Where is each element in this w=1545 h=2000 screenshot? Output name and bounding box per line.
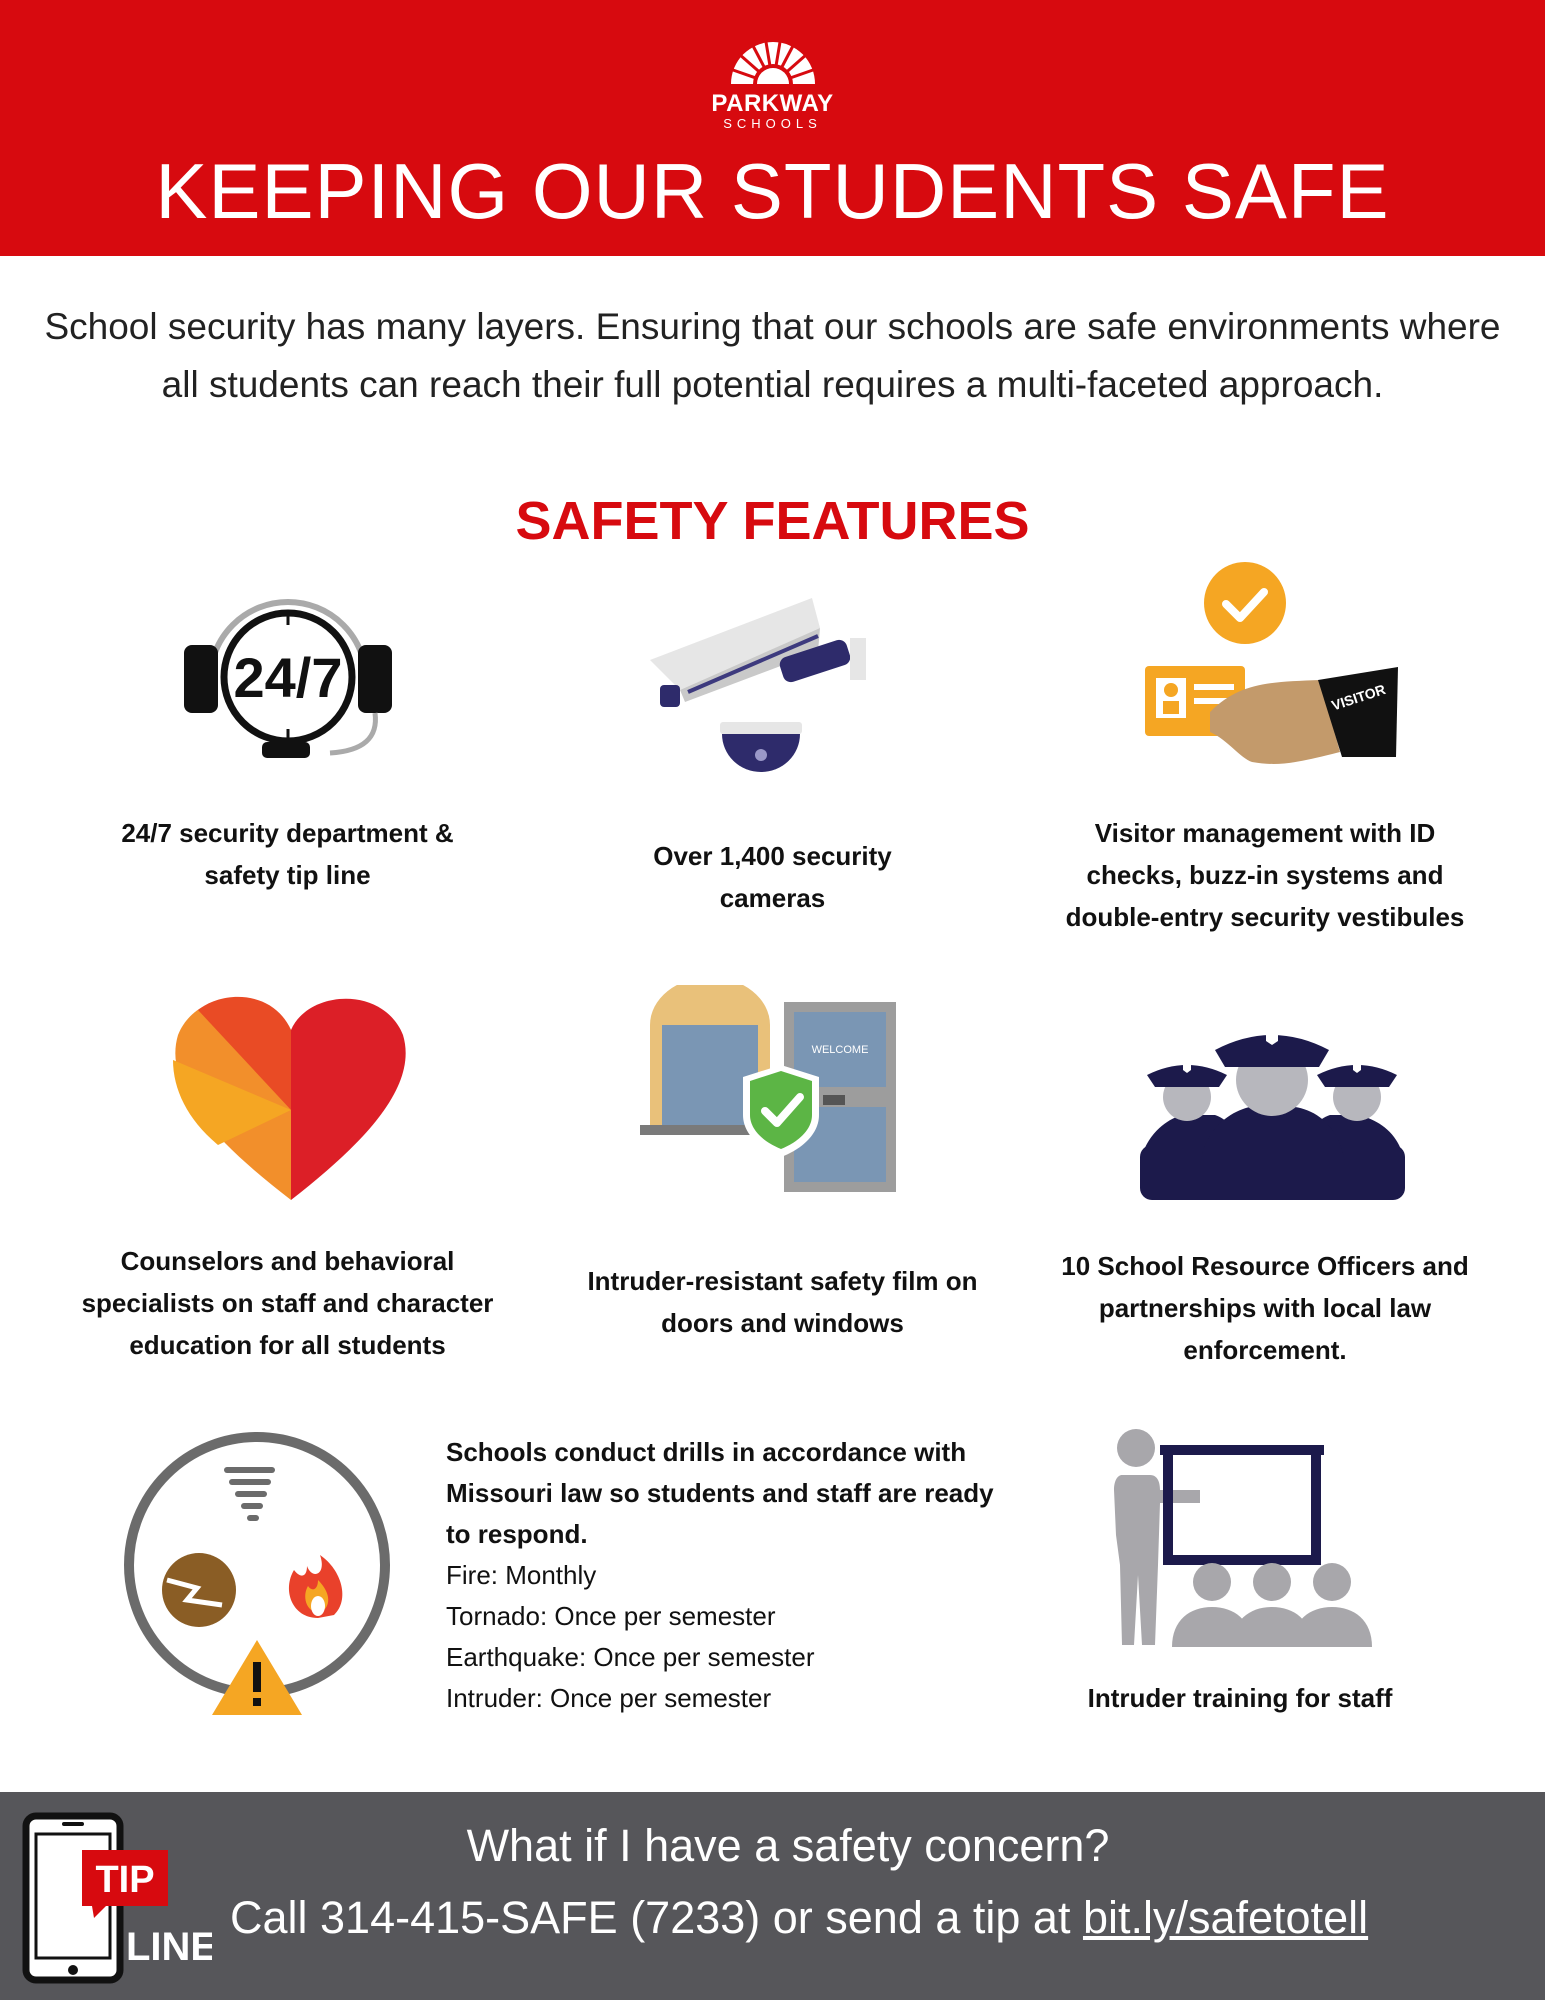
footer-question: What if I have a safety concern? — [466, 1820, 1110, 1871]
drills-icon — [122, 1430, 392, 1725]
feature-caption-safety-film: Intruder-resistant safety film on doors and windows — [587, 1266, 978, 1338]
tip-text: TIP — [95, 1859, 155, 1901]
feature-caption-training: Intruder training for staff — [1087, 1683, 1393, 1713]
headset-24-7-icon — [180, 585, 395, 770]
drills-block — [446, 1432, 1006, 1719]
feature-caption-24-7: 24/7 security department & safety tip line — [121, 818, 454, 890]
security-camera-icon — [640, 590, 885, 795]
heart-icon — [168, 990, 413, 1210]
section-title: SAFETY FEATURES — [515, 491, 1030, 551]
safety-film-icon — [640, 985, 905, 1200]
line-text: LINE — [126, 1925, 212, 1969]
footer-call-text — [230, 1892, 1368, 1944]
officers-icon — [1135, 1015, 1410, 1210]
intro-paragraph: School security has many layers. Ensuring that our schools are safe environments where all students can reach their full potential requires a multi-faceted approach. — [44, 306, 1501, 405]
drill-item-fire: Fire: Monthly — [446, 1560, 597, 1590]
training-icon — [1100, 1425, 1385, 1660]
safetotell-link[interactable]: bit.ly/safetotell — [1082, 1892, 1369, 1943]
feature-caption-cameras: Over 1,400 security cameras — [653, 841, 892, 913]
logo-name: PARKWAY — [711, 90, 834, 117]
door-sign-text: WELCOME — [811, 1044, 869, 1056]
footer-tip-banner — [0, 1792, 1545, 2000]
visitor-id-icon — [1140, 562, 1405, 777]
drill-item-intruder: Intruder: Once per semester — [446, 1683, 772, 1713]
feature-caption-officers: 10 School Resource Officers and partnerships with local law enforcement. — [1061, 1251, 1469, 1365]
drill-item-earthquake: Earthquake: Once per semester — [446, 1642, 815, 1672]
header-banner — [0, 0, 1545, 256]
sunrise-logo-icon — [727, 26, 819, 88]
drills-intro: Schools conduct drills in accordance with Missouri law so students and staff are ready to respond. — [446, 1437, 994, 1549]
footer-call-label: Call 314-415-SAFE (7233) or send a tip at — [230, 1892, 1083, 1943]
clock-24-7-text: 24/7 — [233, 646, 343, 709]
page-title: KEEPING OUR STUDENTS SAFE — [155, 147, 1390, 235]
drill-item-tornado: Tornado: Once per semester — [446, 1601, 776, 1631]
feature-caption-visitor: Visitor management with ID checks, buzz-in systems and double-entry security vestibules — [1065, 818, 1465, 932]
feature-caption-counselors: Counselors and behavioral specialists on staff and character education for all students — [81, 1246, 494, 1360]
visitor-badge-text: VISITOR — [1329, 681, 1388, 714]
logo-subtitle: SCHOOLS — [723, 116, 822, 131]
drills-schedule-list — [446, 1555, 1006, 1719]
parkway-logo — [0, 26, 1545, 131]
